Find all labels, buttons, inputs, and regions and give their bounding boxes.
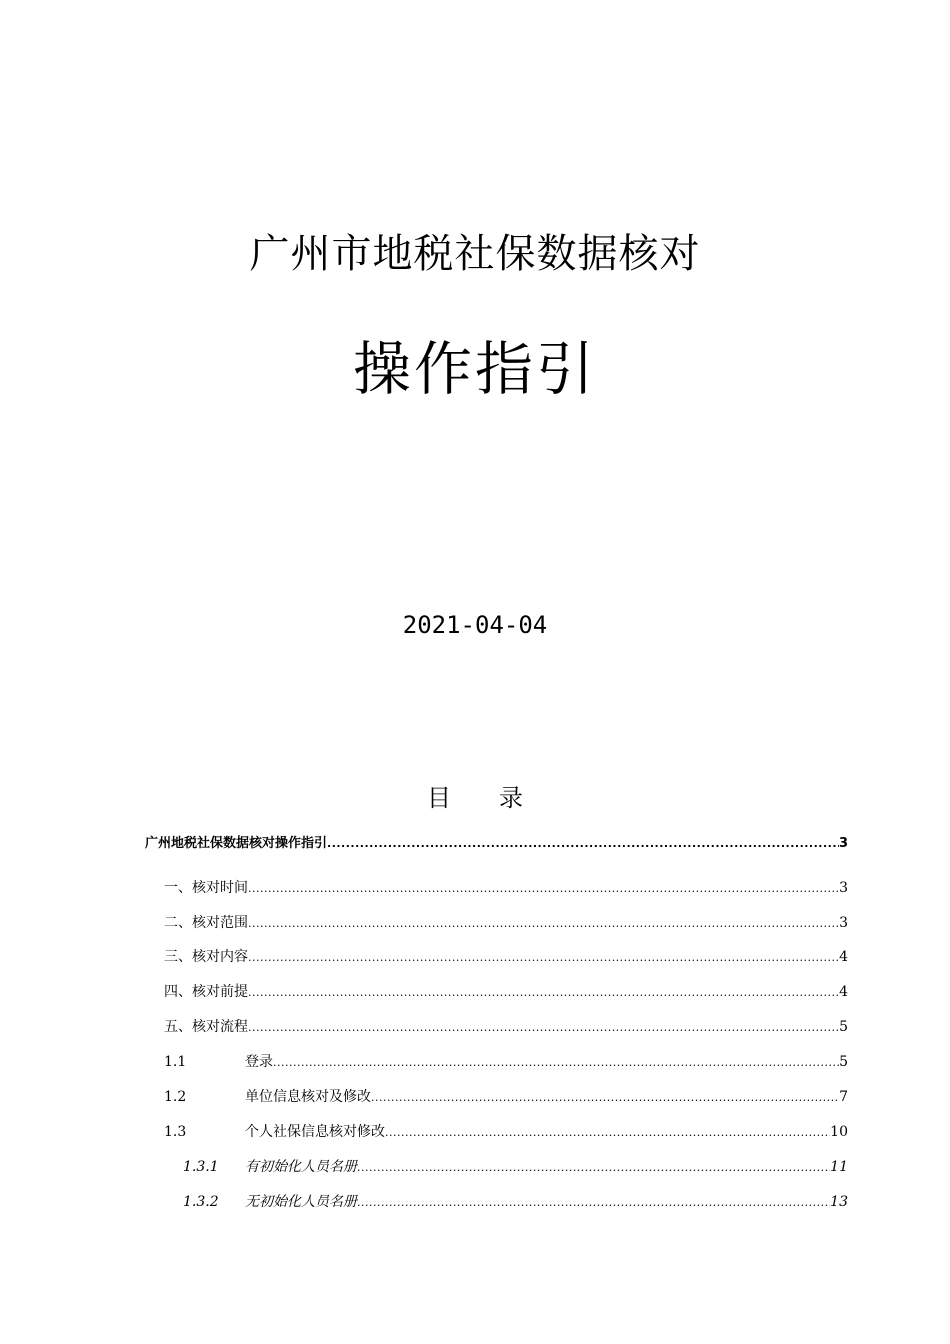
toc-heading-left: 目 (427, 784, 451, 812)
toc-leader-dots (327, 833, 839, 855)
toc-entry[interactable] (0, 1016, 950, 1038)
toc-entry-label: 一、核对时间 (164, 880, 248, 896)
toc-entry-number: 1.3 (164, 1124, 187, 1140)
toc-entry-page: 5 (839, 1019, 848, 1035)
toc-entry-label: 五、核对流程 (164, 1019, 248, 1035)
toc-entry-number: 1.1 (164, 1054, 187, 1070)
toc-entry[interactable] (0, 1156, 950, 1178)
toc-leader-dots (248, 1017, 839, 1039)
toc-entry[interactable] (0, 833, 950, 855)
toc-heading (0, 782, 950, 814)
toc-entry-number: 1.3.1 (183, 1159, 219, 1175)
toc-entry[interactable] (0, 981, 950, 1003)
toc-entry-label: 无初始化人员名册 (245, 1194, 357, 1210)
toc-entry-label: 个人社保信息核对修改 (245, 1124, 385, 1140)
toc-entry[interactable] (0, 1051, 950, 1073)
toc-leader-dots (248, 878, 839, 900)
toc-entry-page: 7 (839, 1089, 848, 1105)
toc-entry-label: 四、核对前提 (164, 984, 248, 1000)
toc-entry-page: 3 (839, 915, 848, 931)
toc-entry[interactable] (0, 946, 950, 968)
toc-leader-dots (371, 1087, 839, 1109)
toc-entry[interactable] (0, 1086, 950, 1108)
toc-entry-label: 有初始化人员名册 (245, 1159, 357, 1175)
toc-entry[interactable] (0, 912, 950, 934)
toc-leader-dots (273, 1052, 839, 1074)
toc-leader-dots (357, 1192, 830, 1214)
document-subtitle: 操作指引 (352, 335, 597, 403)
toc-entry-page: 11 (830, 1159, 848, 1175)
toc-leader-dots (357, 1157, 830, 1179)
toc-entry-label: 单位信息核对及修改 (245, 1089, 371, 1105)
document-title: 广州市地税社保数据核对 (249, 231, 701, 277)
toc-entry-page: 5 (839, 1054, 848, 1070)
toc-leader-dots (248, 913, 839, 935)
toc-entry-label: 三、核对内容 (164, 949, 248, 965)
toc-entry-page: 3 (839, 880, 848, 896)
toc-entry-number: 1.2 (164, 1089, 187, 1105)
toc-entry-label: 二、核对范围 (164, 915, 248, 931)
toc-entry[interactable] (0, 1121, 950, 1143)
toc-leader-dots (248, 982, 839, 1004)
document-date: 2021-04-04 (402, 611, 548, 639)
toc-entry-label: 广州地税社保数据核对操作指引 (145, 836, 328, 851)
toc-entry-number: 1.3.2 (183, 1194, 219, 1210)
toc-leader-dots (385, 1122, 830, 1144)
toc-entry-page: 4 (839, 984, 848, 1000)
toc-leader-dots (248, 947, 839, 969)
toc-entry-page: 10 (830, 1124, 848, 1140)
toc-heading-right: 录 (499, 784, 523, 812)
toc-entry-label: 登录 (245, 1054, 273, 1070)
toc-entry-page: 4 (839, 949, 848, 965)
toc-entry-page: 3 (838, 836, 848, 851)
toc-entry-page: 13 (830, 1194, 848, 1210)
toc-entry[interactable] (0, 1191, 950, 1213)
toc-entry[interactable] (0, 877, 950, 899)
